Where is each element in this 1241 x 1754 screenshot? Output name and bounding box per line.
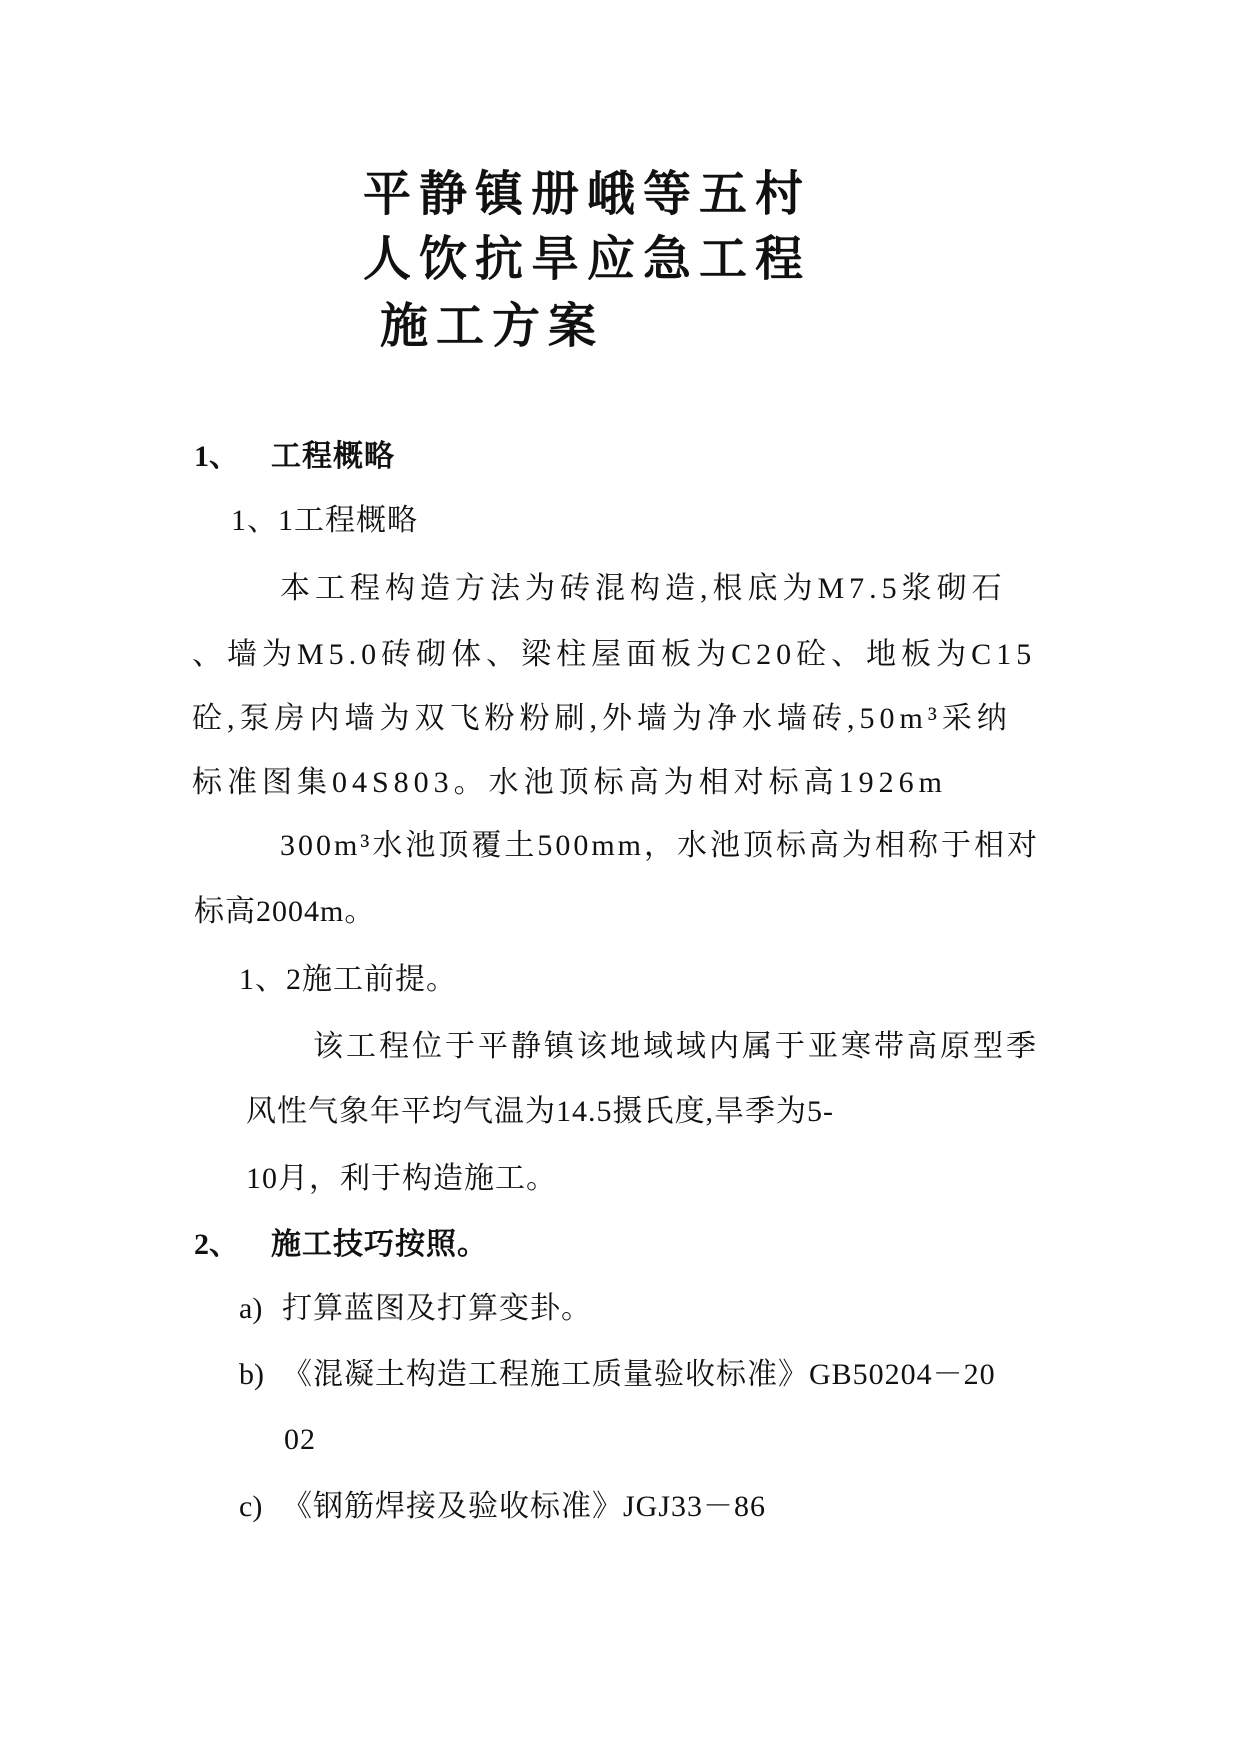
paragraph-line: 10月，利于构造施工。 — [246, 1162, 557, 1195]
list-marker: a) — [239, 1292, 263, 1325]
list-item-text: 《钢筋焊接及验收标准》JGJ33－86 — [282, 1490, 767, 1523]
paragraph-line: 标准图集04S803。水池顶标高为相对标高1926m — [192, 766, 948, 799]
list-marker: b) — [239, 1358, 264, 1391]
paragraph-line: 砼,泵房内墙为双飞粉粉刷,外墙为净水墙砖,50m³采纳 — [192, 702, 1012, 735]
paragraph-line: 标高2004m。 — [194, 895, 376, 928]
section-1-number: 1、 — [194, 440, 239, 473]
section-1-heading: 工程概略 — [271, 440, 395, 473]
title-line-1: 平静镇册峨等五村 — [363, 168, 812, 221]
paragraph-line: 300m³水池顶覆土500mm，水池顶标高为相称于相对 — [280, 829, 1040, 862]
paragraph-line: 风性气象年平均气温为14.5摄氏度,旱季为5- — [246, 1095, 834, 1128]
section-2-heading: 施工技巧按照。 — [271, 1228, 488, 1261]
list-item-text: 02 — [284, 1423, 316, 1456]
subsection-1-1-heading: 1、1工程概略 — [231, 504, 418, 537]
paragraph-line: 该工程位于平静镇该地域域内属于亚寒带高原型季 — [313, 1030, 1039, 1063]
list-item-text: 《混凝土构造工程施工质量验收标准》GB50204－20 — [282, 1358, 996, 1391]
title-line-2: 人饮抗旱应急工程 — [363, 233, 812, 286]
section-2-number: 2、 — [194, 1228, 239, 1261]
list-marker: c) — [239, 1490, 263, 1523]
paragraph-line: 、墙为M5.0砖砌体、梁柱屋面板为C20砼、地板为C15 — [192, 638, 1037, 671]
paragraph-line: 本工程构造方法为砖混构造,根底为M7.5浆砌石 — [280, 572, 1007, 605]
title-line-3: 施工方案 — [380, 300, 605, 353]
list-item-text: 打算蓝图及打算变卦。 — [282, 1292, 592, 1325]
subsection-1-2-heading: 1、2施工前提。 — [239, 963, 457, 996]
